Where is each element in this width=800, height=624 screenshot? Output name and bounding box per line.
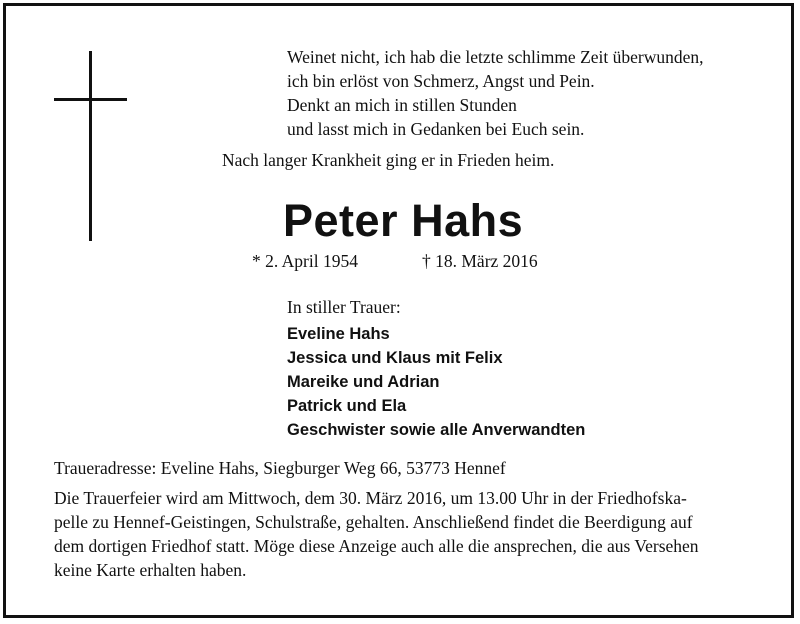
birth-date: * 2. April 1954 bbox=[252, 251, 358, 271]
poem-line: und lasst mich in Gedanken bei Euch sein. bbox=[287, 119, 585, 139]
farewell-text: Nach langer Krankheit ging er in Frieden heim. bbox=[222, 150, 555, 170]
deceased-name: Peter Hahs bbox=[283, 195, 524, 246]
funeral-notice-line: pelle zu Hennef-Geistingen, Schulstraße, gehalten. Anschließend findet die Beerdigung auf bbox=[54, 512, 693, 532]
poem-line: Weinet nicht, ich hab die letzte schlimme Zeit überwunden, bbox=[287, 47, 704, 67]
mourner-name: Geschwister sowie alle Anverwandten bbox=[287, 421, 586, 439]
poem bbox=[287, 45, 704, 141]
funeral-notice-line: keine Karte erhalten haben. bbox=[54, 560, 247, 580]
poem-line: ich bin erlöst von Schmerz, Angst und Pein. bbox=[287, 71, 595, 91]
cross-horizontal-bar bbox=[54, 98, 127, 101]
mourner-name: Patrick und Ela bbox=[287, 397, 407, 415]
cross-vertical-bar bbox=[89, 51, 92, 241]
mourning-intro: In stiller Trauer: bbox=[287, 297, 401, 317]
mourners-list bbox=[287, 322, 585, 442]
death-date: † 18. März 2016 bbox=[422, 251, 538, 271]
funeral-notice-line: dem dortigen Friedhof statt. Möge diese Anzeige auch alle die ansprechen, die aus Versehen bbox=[54, 536, 699, 556]
poem-line: Denkt an mich in stillen Stunden bbox=[287, 95, 517, 115]
mourner-name: Eveline Hahs bbox=[287, 325, 390, 343]
funeral-notice-line: Die Trauerfeier wird am Mittwoch, dem 30. März 2016, um 13.00 Uhr in der Friedhofska- bbox=[54, 488, 687, 508]
mourning-address: Traueradresse: Eveline Hahs, Siegburger Weg 66, 53773 Hennef bbox=[54, 458, 506, 478]
funeral-notice bbox=[54, 486, 744, 582]
mourner-name: Jessica und Klaus mit Felix bbox=[287, 349, 503, 367]
mourner-name: Mareike und Adrian bbox=[287, 373, 440, 391]
